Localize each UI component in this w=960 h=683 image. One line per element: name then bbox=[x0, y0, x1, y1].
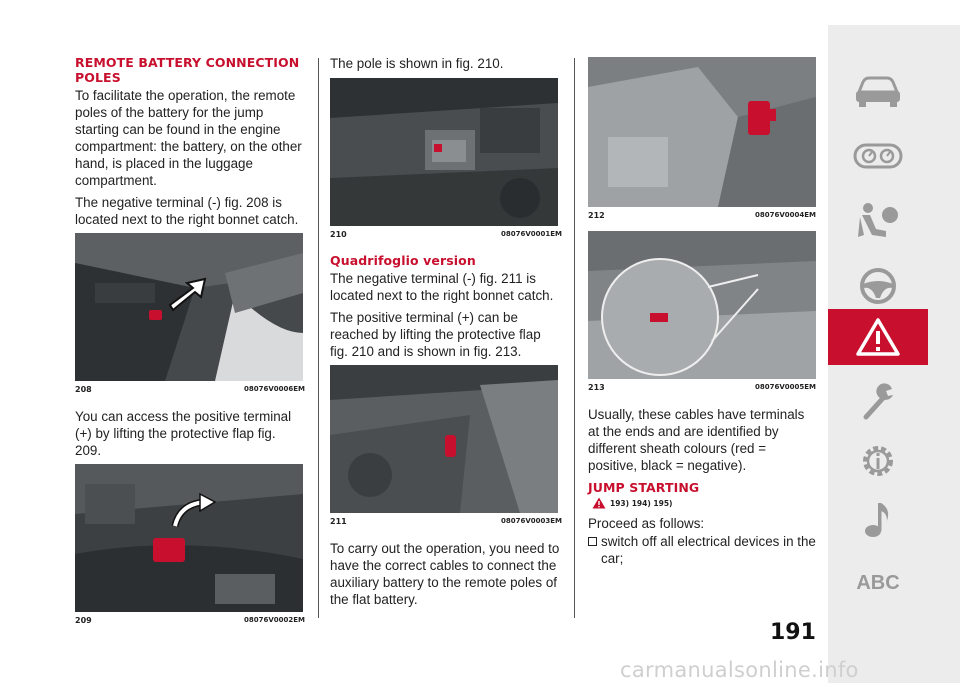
paragraph: To facilitate the operation, the remote poles of the battery for the jump starting can be found in the engine compartment: the battery, on the other hand, is placed in the luggage compartment. bbox=[75, 88, 302, 188]
paragraph: You can access the positive terminal (+) by lifting the protective flap fig. 209. bbox=[75, 409, 292, 458]
figure-code: 08076V0002EM bbox=[243, 616, 305, 624]
car-icon bbox=[853, 74, 903, 108]
negative-terminal-highlight bbox=[445, 435, 456, 457]
positive-terminal-flap bbox=[153, 538, 185, 562]
figure-number: 211 bbox=[330, 517, 347, 526]
section-heading-quadrifoglio: Quadrifoglio version bbox=[330, 253, 476, 268]
bullet-square-icon bbox=[588, 537, 597, 546]
sidebar-item-driving[interactable] bbox=[828, 258, 928, 314]
music-note-icon bbox=[863, 499, 893, 539]
dashboard-icon bbox=[853, 141, 903, 171]
steering-wheel-icon bbox=[858, 266, 898, 306]
warning-triangle-icon bbox=[592, 497, 606, 509]
figure-code: 08076V0001EM bbox=[500, 230, 562, 238]
figure-number: 212 bbox=[588, 211, 605, 220]
column-divider bbox=[574, 58, 575, 618]
column-2 bbox=[330, 55, 562, 613]
figure-code: 08076V0003EM bbox=[500, 517, 562, 525]
warning-refs-text: 193) 194) 195) bbox=[610, 498, 673, 508]
column-3 bbox=[588, 57, 816, 567]
paragraph: The negative terminal (-) fig. 211 is located next to the right bonnet catch. bbox=[330, 271, 554, 303]
sidebar-item-car[interactable] bbox=[828, 63, 928, 119]
figure-number: 213 bbox=[588, 383, 605, 392]
sidebar-item-emergency[interactable] bbox=[828, 309, 928, 365]
figure-code: 08076V0004EM bbox=[754, 211, 816, 219]
figure-212-image bbox=[588, 57, 816, 207]
negative-terminal-highlight bbox=[149, 310, 162, 320]
sidebar-item-index[interactable] bbox=[828, 555, 928, 611]
watermark: carmanualsonline.info bbox=[620, 658, 859, 682]
figure-code: 08076V0006EM bbox=[243, 385, 305, 393]
bullet-text: switch off all electrical devices in the car; bbox=[601, 534, 816, 566]
section-heading-remote-poles: REMOTE BATTERY CONNECTION POLES bbox=[75, 55, 300, 85]
page-number: 191 bbox=[770, 620, 816, 645]
figure-number: 209 bbox=[75, 616, 92, 625]
airbag-icon bbox=[856, 201, 900, 241]
figure-caption bbox=[75, 616, 305, 625]
warning-references bbox=[592, 497, 816, 509]
column-1 bbox=[75, 55, 305, 639]
figure-213-image bbox=[588, 231, 816, 379]
sidebar-item-safety[interactable] bbox=[828, 193, 928, 249]
figure-caption bbox=[75, 385, 305, 394]
paragraph: Usually, these cables have terminals at the ends and are identified by different sheath colours (red = positive, black = negative). bbox=[588, 407, 805, 473]
figure-code: 08076V0005EM bbox=[754, 383, 816, 391]
paragraph: The negative terminal (-) fig. 208 is located next to the right bonnet catch. bbox=[75, 195, 299, 227]
sidebar-item-multimedia[interactable] bbox=[828, 491, 928, 547]
figure-210-image bbox=[330, 78, 558, 226]
column-divider bbox=[318, 58, 319, 618]
service-gear-icon bbox=[857, 440, 899, 482]
paragraph: The positive terminal (+) can be reached by lifting the protective flap fig. 210 and is shown in fig. 213. bbox=[330, 310, 541, 359]
positive-terminal-highlight bbox=[748, 101, 770, 135]
figure-caption bbox=[588, 211, 816, 220]
figure-number: 208 bbox=[75, 385, 92, 394]
paragraph: To carry out the operation, you need to have the correct cables to connect the auxiliary battery to the remote poles of the flat battery. bbox=[330, 541, 560, 607]
sidebar-item-technical-data[interactable] bbox=[828, 433, 928, 489]
positive-terminal-highlight bbox=[650, 313, 668, 322]
section-heading-jump-starting: JUMP STARTING bbox=[588, 480, 700, 495]
figure-208-image bbox=[75, 233, 303, 381]
figure-caption bbox=[330, 517, 562, 526]
figure-209-image bbox=[75, 464, 303, 612]
sidebar-item-dashboard[interactable] bbox=[828, 128, 928, 184]
warning-triangle-icon bbox=[855, 317, 901, 357]
paragraph: The pole is shown in fig. 210. bbox=[330, 56, 504, 71]
figure-number: 210 bbox=[330, 230, 347, 239]
index-label: ABC bbox=[856, 571, 900, 594]
figure-211-image bbox=[330, 365, 558, 513]
list-item bbox=[588, 533, 816, 567]
sidebar-item-maintenance[interactable] bbox=[828, 375, 928, 431]
paragraph: Proceed as follows: bbox=[588, 516, 705, 531]
figure-caption bbox=[330, 230, 562, 239]
figure-caption bbox=[588, 383, 816, 392]
wrench-icon bbox=[858, 383, 898, 423]
chapter-sidebar bbox=[828, 25, 960, 683]
terminal-highlight bbox=[434, 144, 442, 152]
